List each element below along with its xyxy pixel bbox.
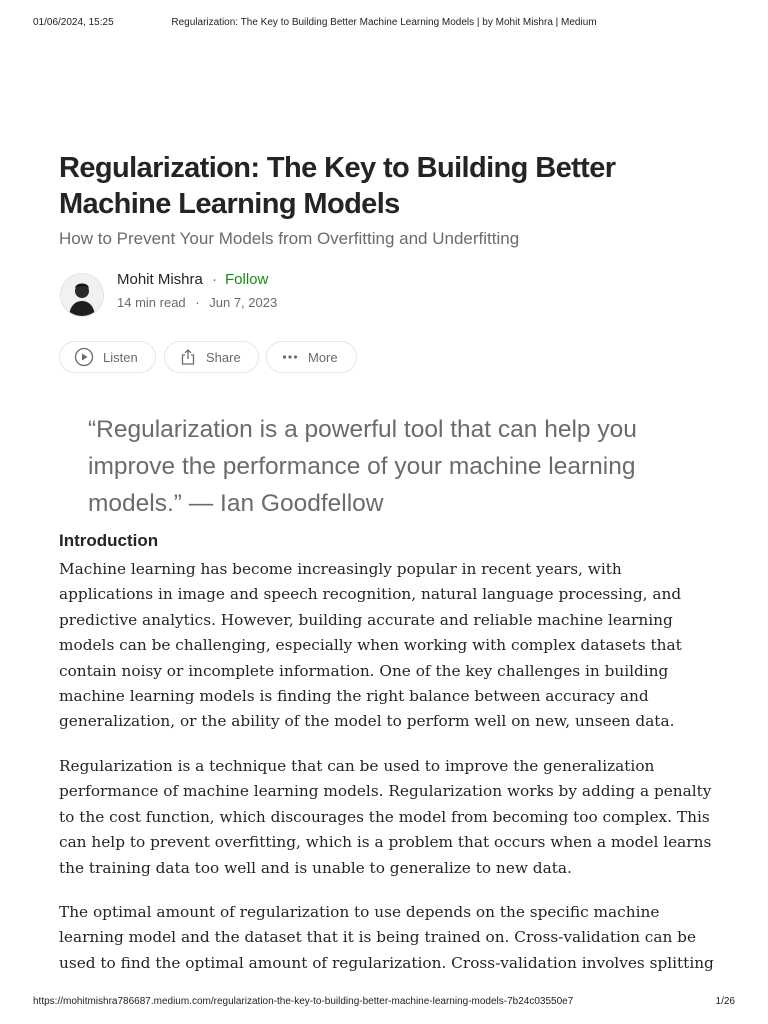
share-button[interactable]: [164, 341, 259, 373]
article-title: Regularization: The Key to Building Better Machine Learning Models: [59, 152, 616, 220]
paragraph-1: Machine learning has become increasingly popular in recent years, with applications in image and speech recognition, natural language processing, and predictive analytics. However, building accurate and reliable machine learning models can be challenging, especially when working with complex datasets that contain noisy or incomplete information. One of the key challenges in building machine learning models is finding the right balance between accuracy and generalization, or the ability of the model to perform well on new, unseen data.: [59, 560, 682, 731]
author-row: [59, 271, 719, 319]
more-dots-icon: [281, 348, 299, 366]
share-icon: [179, 348, 197, 366]
article: [59, 150, 719, 377]
author-avatar[interactable]: [60, 273, 104, 317]
page-number: 1/26: [715, 996, 735, 1007]
author-name[interactable]: Mohit Mishra: [117, 271, 203, 288]
meta-separator: ·: [195, 295, 200, 310]
more-button[interactable]: [266, 341, 357, 373]
section-heading-introduction: Introduction: [59, 531, 159, 550]
print-datetime: 01/06/2024, 15:25: [33, 17, 114, 28]
article-meta: [117, 295, 283, 310]
name-separator: ·: [212, 271, 217, 288]
print-page-title: Regularization: The Key to Building Better Machine Learning Models | by Mohit Mishra | Medium: [171, 17, 597, 28]
print-footer: [33, 996, 735, 1008]
read-time: 14 min read: [117, 295, 186, 310]
print-url: https://mohitmishra786687.medium.com/regularization-the-key-to-building-better-machine-learning-models-7b24c03550e7: [33, 996, 574, 1007]
paragraph-2: Regularization is a technique that can be used to improve the generalization performance of machine learning models. Regularization works by adding a penalty to the cost function, which discourages the model from becoming too complex. This can help to prevent overfitting, which is a problem that occurs when a model learns the training data too well and is unable to generalize to new data.: [59, 757, 712, 877]
listen-button[interactable]: [59, 341, 156, 373]
more-label: More: [308, 349, 338, 365]
listen-label: Listen: [103, 349, 138, 365]
paragraph-3: The optimal amount of regularization to use depends on the specific machine learning model and the dataset that it is being trained on. Cross-validation can be used to find the optimal amount of regularization. Cross-validation involves splitting: [59, 903, 714, 972]
print-header: [33, 17, 735, 29]
pull-quote: “Regularization is a powerful tool that can help you improve the performance of your machine learning models.” — Ian Goodfellow: [88, 416, 637, 517]
play-circle-icon: [74, 347, 94, 367]
publish-date: Jun 7, 2023: [209, 295, 278, 310]
article-subtitle: How to Prevent Your Models from Overfitting and Underfitting: [59, 229, 520, 248]
article-actions: [59, 341, 719, 377]
share-label: Share: [206, 349, 241, 365]
follow-button[interactable]: Follow: [225, 271, 269, 288]
